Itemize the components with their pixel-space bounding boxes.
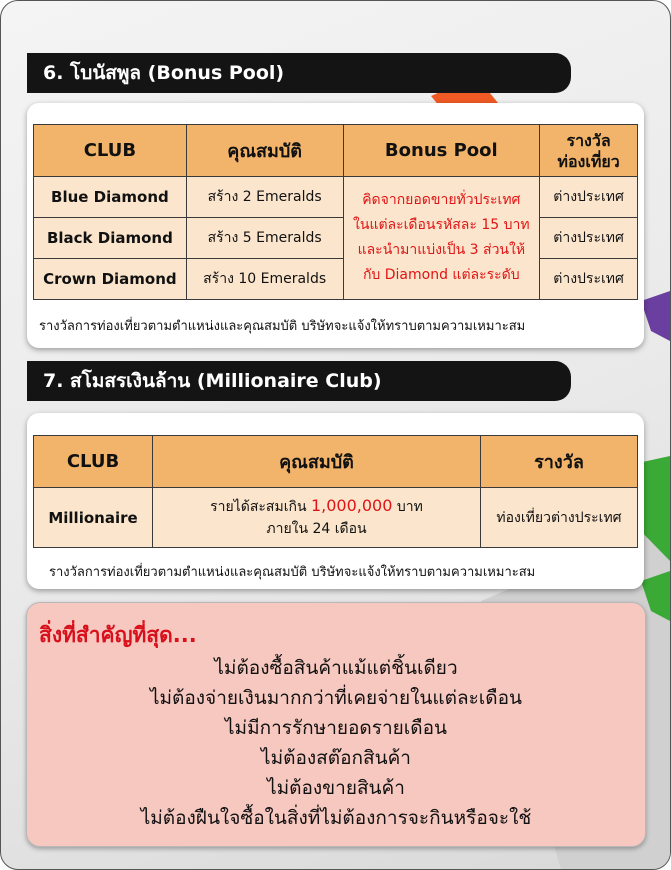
club-name: Crown Diamond <box>34 259 187 300</box>
table-row <box>34 259 638 300</box>
bonus-pool-table <box>33 124 638 300</box>
header-reward: รางวัล <box>481 436 638 488</box>
club-name: Black Diamond <box>34 218 187 259</box>
important-line: ไม่ต้องฝืนใจซื้อในสิ่งที่ไม่ต้องการจะกินหรือจะใช้ <box>140 807 532 829</box>
header-travel-reward <box>540 125 638 177</box>
table-header-row <box>34 436 638 488</box>
important-line: ไม่ต้องจ่ายเงินมากกว่าที่เคยจ่ายในแต่ละเดือน <box>149 687 523 709</box>
purple-stripe <box>641 291 670 341</box>
qual-prefix: รายได้สะสมเกิน <box>210 499 307 515</box>
travel-reward: ต่างประเทศ <box>540 177 638 218</box>
header-bonus-pool: Bonus Pool <box>343 125 540 177</box>
travel-reward: ท่องเที่ยวต่างประเทศ <box>481 488 638 548</box>
table-row <box>34 488 638 548</box>
club-name: Millionaire <box>34 488 153 548</box>
important-line: ไม่มีการรักษายอดรายเดือน <box>224 717 447 739</box>
qual-amount: 1,000,000 <box>310 496 393 515</box>
header-reward-line1: รางวัล <box>566 130 611 150</box>
pool-line: และนำมาแบ่งเป็น 3 ส่วนให้ <box>357 242 526 258</box>
club-name: Blue Diamond <box>34 177 187 218</box>
millionaire-table <box>33 435 638 548</box>
qualification: สร้าง 5 Emeralds <box>186 218 343 259</box>
travel-reward: ต่างประเทศ <box>540 218 638 259</box>
header-qualification: คุณสมบัติ <box>186 125 343 177</box>
header-qualification: คุณสมบัติ <box>153 436 481 488</box>
table-header-row <box>34 125 638 177</box>
qualification: สร้าง 10 Emeralds <box>186 259 343 300</box>
qual-line2: ภายใน 24 เดือน <box>266 521 367 537</box>
header-reward-line2: ท่องเที่ยว <box>557 151 620 171</box>
important-box <box>26 602 646 847</box>
travel-reward: ต่างประเทศ <box>540 259 638 300</box>
section7-heading: 7. สโมสรเงินล้าน (Millionaire Club) <box>27 361 571 401</box>
header-club: CLUB <box>34 436 153 488</box>
qual-suffix: บาท <box>396 499 423 515</box>
pool-line: ในแต่ละเดือนรหัสละ 15 บาท <box>353 217 530 233</box>
important-line: ไม่ต้องสต๊อกสินค้า <box>261 747 411 769</box>
section6-heading: 6. โบนัสพูล (Bonus Pool) <box>27 53 571 93</box>
important-line: ไม่ต้องซื้อสินค้าแม้แต่ชิ้นเดียว <box>214 657 458 679</box>
table-row <box>34 177 638 218</box>
header-club: CLUB <box>34 125 187 177</box>
pool-line: คิดจากยอดขายทั่วประเทศ <box>362 192 521 208</box>
qualification: สร้าง 2 Emeralds <box>186 177 343 218</box>
important-line: ไม่ต้องขายสินค้า <box>267 777 405 799</box>
pool-line: กับ Diamond แต่ละระดับ <box>362 267 520 283</box>
section6-note: รางวัลการท่องเที่ยวตามตำแหน่งและคุณสมบัติ บริษัทจะแจ้งให้ทราบตามความเหมาะสม <box>39 319 526 334</box>
bonus-pool-description <box>343 177 540 300</box>
important-title: สิ่งที่สำคัญที่สุด... <box>39 623 197 647</box>
section7-note: รางวัลการท่องเที่ยวตามตำแหน่งและคุณสมบัติ บริษัทจะแจ้งให้ทราบตามความเหมาะสม <box>49 565 536 580</box>
table-row <box>34 218 638 259</box>
qualification <box>153 488 481 548</box>
